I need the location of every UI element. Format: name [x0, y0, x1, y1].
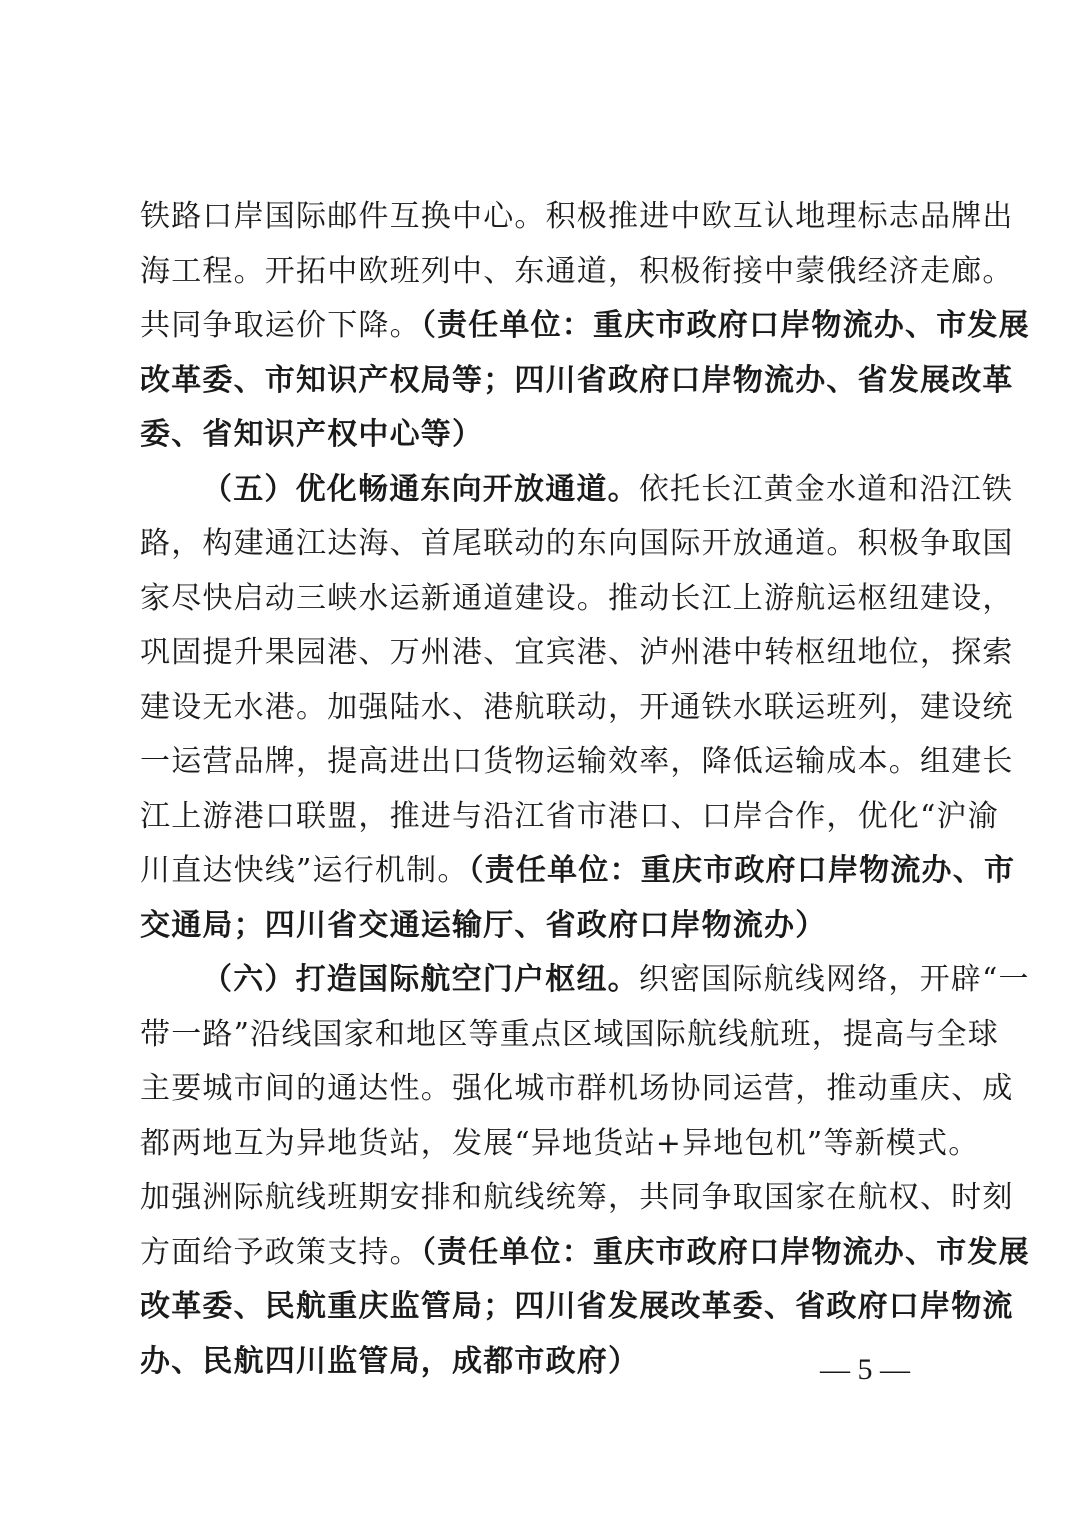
text-line: 路，构建通江达海、首尾联动的东向国际开放通道。积极争取国	[140, 526, 1014, 561]
text-line: 铁路口岸国际邮件互换中心。积极推进中欧互认地理标志品牌出	[140, 199, 1014, 234]
document-body	[140, 190, 1030, 1389]
text-line: 方面给予政策支持。（责任单位：重庆市政府口岸物流办、市发展	[140, 1234, 1030, 1270]
text-line: 江上游港口联盟，推进与沿江省市港口、口岸合作，优化“沪渝	[140, 798, 999, 834]
section-heading: （六）打造国际航空门户枢纽。	[202, 962, 639, 997]
text-line: 办、民航四川监管局，成都市政府）	[140, 1343, 640, 1379]
text-line: 巩固提升果园港、万州港、宜宾港、泸州港中转枢纽地位，探索	[140, 635, 1014, 670]
page-number: — 5 —	[820, 1353, 910, 1386]
text-line: 川直达快线”运行机制。（责任单位：重庆市政府口岸物流办、市	[140, 853, 1016, 888]
text-line: 带一路”沿线国家和地区等重点区域国际航线航班，提高与全球	[140, 1016, 999, 1052]
section-heading-line: （五）优化畅通东向开放通道。依托长江黄金水道和沿江铁	[202, 471, 1014, 507]
text-line: 改革委、市知识产权局等；四川省政府口岸物流办、省发展改革	[140, 362, 1014, 398]
text-line: 建设无水港。加强陆水、港航联动，开通铁水联运班列，建设统	[140, 689, 1014, 725]
text-line: 加强洲际航线班期安排和航线统筹，共同争取国家在航权、时刻	[140, 1180, 1014, 1215]
text-line: 委、省知识产权中心等）	[140, 417, 484, 452]
text-line: 一运营品牌，提高进出口货物运输效率，降低运输成本。组建长	[140, 744, 1014, 779]
text-line: 交通局；四川省交通运输厅、省政府口岸物流办）	[140, 907, 827, 943]
text-line: 家尽快启动三峡水运新通道建设。推动长江上游航运枢纽建设，	[140, 580, 1014, 616]
text-line: 海工程。开拓中欧班列中、东通道，积极衔接中蒙俄经济走廊。	[140, 253, 1014, 289]
section-heading-line: （六）打造国际航空门户枢纽。织密国际航线网络，开辟“一	[202, 962, 1030, 997]
text-line: 都两地互为异地货站，发展“异地货站+异地包机”等新模式。	[140, 1125, 980, 1161]
text-line: 改革委、民航重庆监管局；四川省发展改革委、省政府口岸物流	[140, 1289, 1014, 1324]
section-heading: （五）优化畅通东向开放通道。	[202, 471, 639, 507]
text-line: 共同争取运价下降。（责任单位：重庆市政府口岸物流办、市发展	[140, 308, 1030, 343]
text-line: 主要城市间的通达性。强化城市群机场协同运营，推动重庆、成	[140, 1071, 1014, 1106]
